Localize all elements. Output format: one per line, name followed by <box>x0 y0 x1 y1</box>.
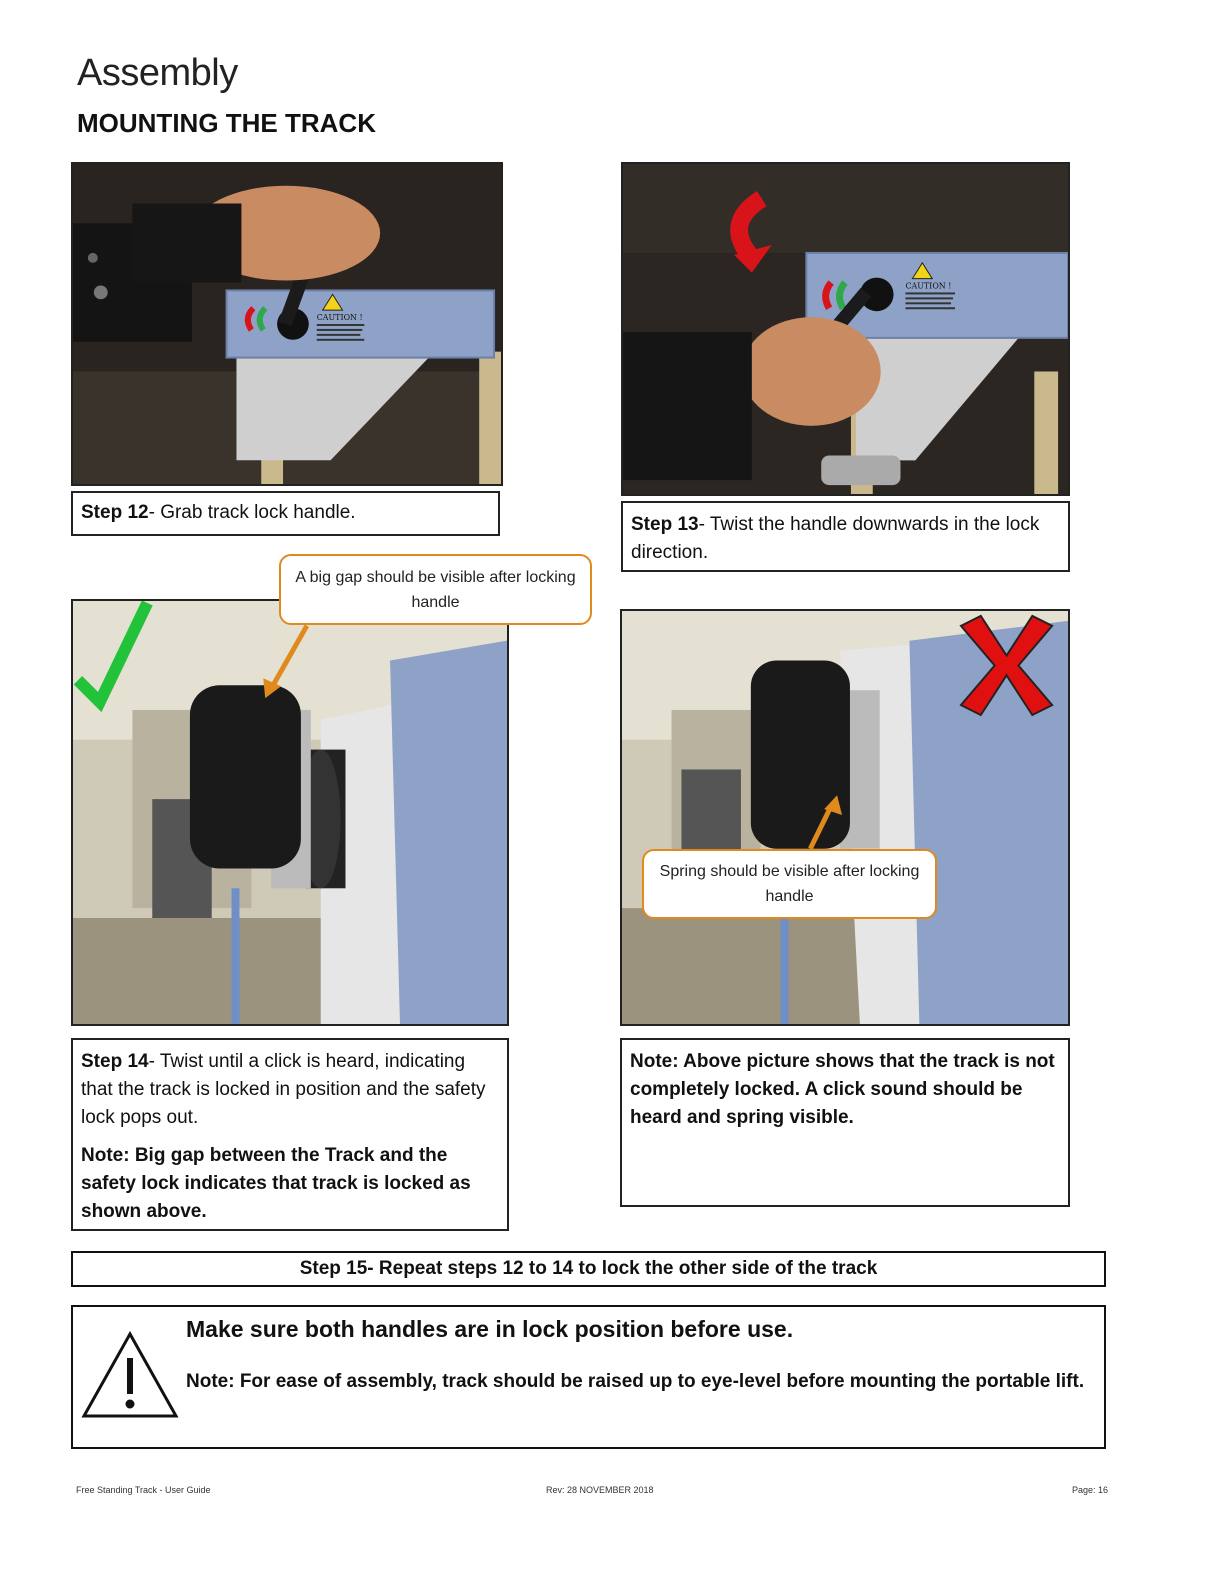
caution-label-2: CAUTION ! <box>905 281 952 291</box>
callout-gap: A big gap should be visible after locking handle <box>279 554 592 625</box>
page-title: Assembly <box>77 52 238 94</box>
photo-step-13 <box>621 162 1070 496</box>
caption-step-13 <box>621 501 1070 572</box>
caption-step-14 <box>71 1038 509 1231</box>
step-14-label: Step 14 <box>81 1051 149 1072</box>
warning-heading: Make sure both handles are in lock position before use. <box>186 1316 794 1342</box>
step-13-label: Step 13 <box>631 514 699 535</box>
step-12-text: - Grab track lock handle. <box>148 502 356 523</box>
footer-left: Free Standing Track - User Guide <box>76 1485 211 1495</box>
warning-icon <box>80 1330 180 1420</box>
photo-step-12 <box>71 162 503 486</box>
step-14-text: - Twist until a click is heard, indicating that the track is locked in position and the safety lock pops out. <box>81 1051 486 1128</box>
warning-note: Note: For ease of assembly, track should be raised up to eye-level before mounting the portable lift. <box>186 1371 1085 1392</box>
section-title: MOUNTING THE TRACK <box>77 108 376 138</box>
note-right-text: Note: Above picture shows that the track is not completely locked. A click sound should be heard and spring visible. <box>630 1051 1055 1128</box>
step-14-note: Note: Big gap between the Track and the safety lock indicates that track is locked as shown above. <box>81 1145 471 1222</box>
caution-label: CAUTION ! <box>316 313 363 323</box>
photo-step-14 <box>71 599 509 1026</box>
caption-note-right <box>620 1038 1070 1207</box>
callout-spring: Spring should be visible after locking handle <box>642 849 937 919</box>
footer-center: Rev: 28 NOVEMBER 2018 <box>546 1485 654 1495</box>
step-13-text: - Twist the handle downwards in the lock direction. <box>631 514 1040 563</box>
step-15-banner: Step 15- Repeat steps 12 to 14 to lock the other side of the track <box>71 1251 1106 1287</box>
photo-not-locked <box>620 609 1070 1026</box>
caption-step-12 <box>71 491 500 536</box>
footer-page: Page: 16 <box>1072 1485 1109 1495</box>
step-12-label: Step 12 <box>81 502 149 523</box>
